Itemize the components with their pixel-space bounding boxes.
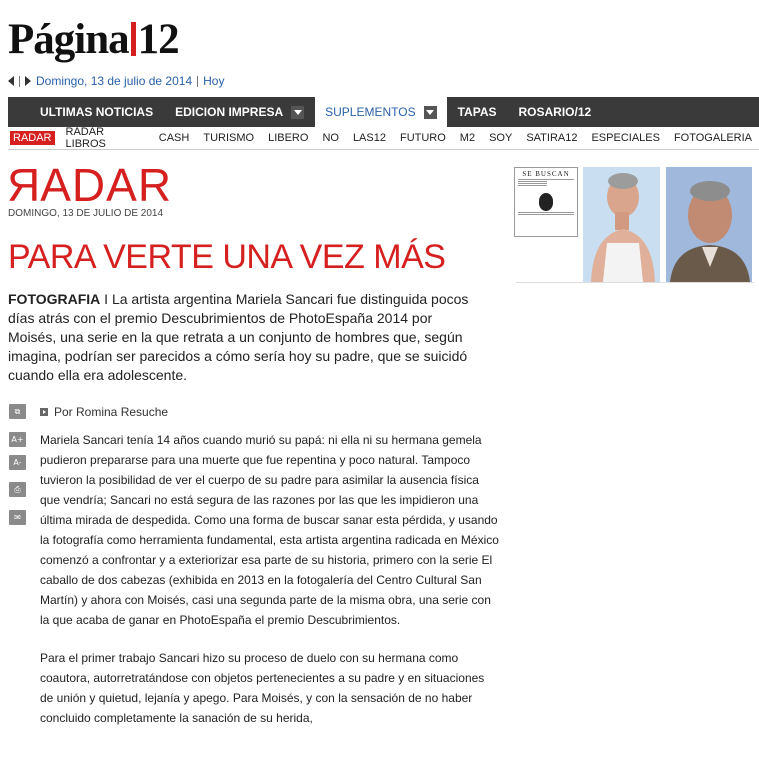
nav-label: ROSARIO/12 [518, 105, 592, 119]
article-lead [8, 290, 478, 385]
main-nav [8, 97, 759, 127]
author-bullet-icon [40, 408, 48, 416]
portrait-photo-2-graphic [666, 167, 752, 282]
portrait-photo-2[interactable] [666, 167, 752, 282]
subnav-satira12[interactable]: SATIRA12 [526, 132, 578, 144]
email-icon[interactable]: ✉ [9, 510, 26, 525]
site-logo[interactable] [8, 18, 179, 61]
section-title-rest: ADAR [40, 159, 173, 211]
font-decrease-icon[interactable]: A- [9, 455, 26, 470]
chevron-down-icon[interactable] [291, 106, 304, 119]
author-name: Por Romina Resuche [54, 405, 169, 419]
kicker-separator: I [100, 291, 109, 307]
nav-label: EDICION IMPRESA [175, 105, 284, 119]
logo-bar [131, 22, 136, 56]
poster-line [518, 212, 574, 213]
subnav-radar-libros[interactable]: RADAR LIBROS [65, 126, 106, 150]
poster-portrait [539, 193, 553, 211]
nav-ultimas-noticias[interactable] [8, 97, 164, 127]
subnav-las12[interactable]: LAS12 [352, 132, 386, 144]
article-kicker: FOTOGRAFIA [8, 291, 101, 307]
portrait-photo-1[interactable] [583, 167, 660, 282]
nav-label: ULTIMAS NOTICIAS [40, 105, 154, 119]
section-title-first-letter: R [6, 159, 41, 211]
nav-tapas[interactable] [447, 97, 508, 127]
section-date: DOMINGO, 13 DE JULIO DE 2014 [8, 208, 164, 219]
subnav-fotogaleria[interactable]: FOTOGALERIA [673, 132, 752, 144]
nav-label: SUPLEMENTOS [325, 105, 416, 119]
chevron-down-icon[interactable] [424, 106, 437, 119]
divider [197, 76, 198, 87]
share-icon[interactable]: ⧉ [9, 404, 26, 419]
edition-date[interactable]: Domingo, 13 de julio de 2014 [36, 74, 193, 88]
lead-text: La artista argentina Mariela Sancari fue distinguida pocos días atrás con el premio Descubrimientos de PhotoEspaña 2014 por Moisés, una serie en la que retrata a un conjunto de hombres que, según imagina, podrían ser parecidos a cómo sería hoy su padre, que se suicidó cuando ella era adolescente. [8, 291, 469, 383]
nav-rosario12[interactable] [507, 97, 602, 127]
poster-line [518, 183, 547, 184]
subnav-futuro[interactable]: FUTURO [399, 132, 446, 144]
portrait-photo-1-graphic [583, 167, 660, 282]
previous-day-icon[interactable] [8, 76, 14, 86]
divider [19, 76, 20, 87]
subnav-no[interactable]: NO [322, 132, 339, 144]
font-decrease-tool[interactable] [9, 455, 26, 470]
subnav-soy[interactable]: SOY [489, 132, 513, 144]
dateline [8, 74, 224, 88]
nav-label: TAPAS [457, 105, 497, 119]
logo-text: Página [8, 16, 129, 63]
section-title [6, 159, 173, 211]
font-increase-tool[interactable] [9, 432, 26, 447]
supplements-nav [8, 127, 759, 150]
subnav-cash[interactable]: CASH [158, 132, 190, 144]
poster-line [518, 181, 547, 182]
font-increase-icon[interactable]: A+ [9, 432, 26, 447]
poster-line [518, 185, 547, 186]
poster-heading: SE BUSCAN [522, 170, 570, 178]
email-tool[interactable] [9, 510, 26, 525]
share-tool[interactable] [9, 404, 26, 419]
sidebar-divider [516, 282, 754, 283]
print-tool[interactable] [9, 482, 26, 497]
article-author[interactable] [40, 405, 168, 419]
nav-edicion-impresa[interactable] [164, 97, 315, 127]
subnav-turismo[interactable]: TURISMO [203, 132, 255, 144]
subnav-libero[interactable]: LIBERO [268, 132, 309, 144]
next-day-icon[interactable] [25, 76, 31, 86]
subnav-especiales[interactable]: ESPECIALES [591, 132, 660, 144]
nav-suplementos[interactable] [315, 97, 446, 127]
print-icon[interactable]: ⎙ [9, 482, 26, 497]
logo-number: 12 [137, 16, 179, 63]
article-paragraph: Mariela Sancari tenía 14 años cuando murió su papá: ni ella ni su hermana gemela pudieron prepararse para una muerte que fue repentina y poco natural. Tampoco tuvieron la posibilidad de ver el cuerpo de su padre para asimilar la ausencia física que vendría; Sancari no está segura de las razones por las que les impidieron una última mirada de despedida. Como una forma de buscar sanar esta pérdida, y usando la fotografía como herramienta fundamental, esta artista argentina radicada en México comenzó a confrontar y a exteriorizar esa parte de su historia, primero con la serie El caballo de dos cabezas (exhibida en 2013 en la fotogalería del Centro Cultural San Martín) y ahora con Moisés, casi una segunda parte de la misma obra, una serie con la que acaba de ganar en PhotoEspaña el premio Descubrimientos. [40, 433, 499, 627]
article-body [40, 430, 500, 746]
article-title: PARA VERTE UNA VEZ MÁS [8, 238, 446, 276]
subnav-m2[interactable]: M2 [459, 132, 476, 144]
wanted-poster-image[interactable] [514, 167, 578, 237]
subnav-radar[interactable]: RADAR [10, 131, 55, 145]
poster-line [518, 179, 574, 180]
today-link[interactable]: Hoy [203, 74, 225, 88]
article-paragraph: Para el primer trabajo Sancari hizo su proceso de duelo con su hermana como coautora, autorretratándose con objetos pertenecientes a su padre y en situaciones de unión y quietud, lejanía y apego. Para Moisés, y con la sensación de no haber concluido completamente la sanación de su herida, [40, 651, 485, 725]
poster-line [518, 214, 574, 215]
